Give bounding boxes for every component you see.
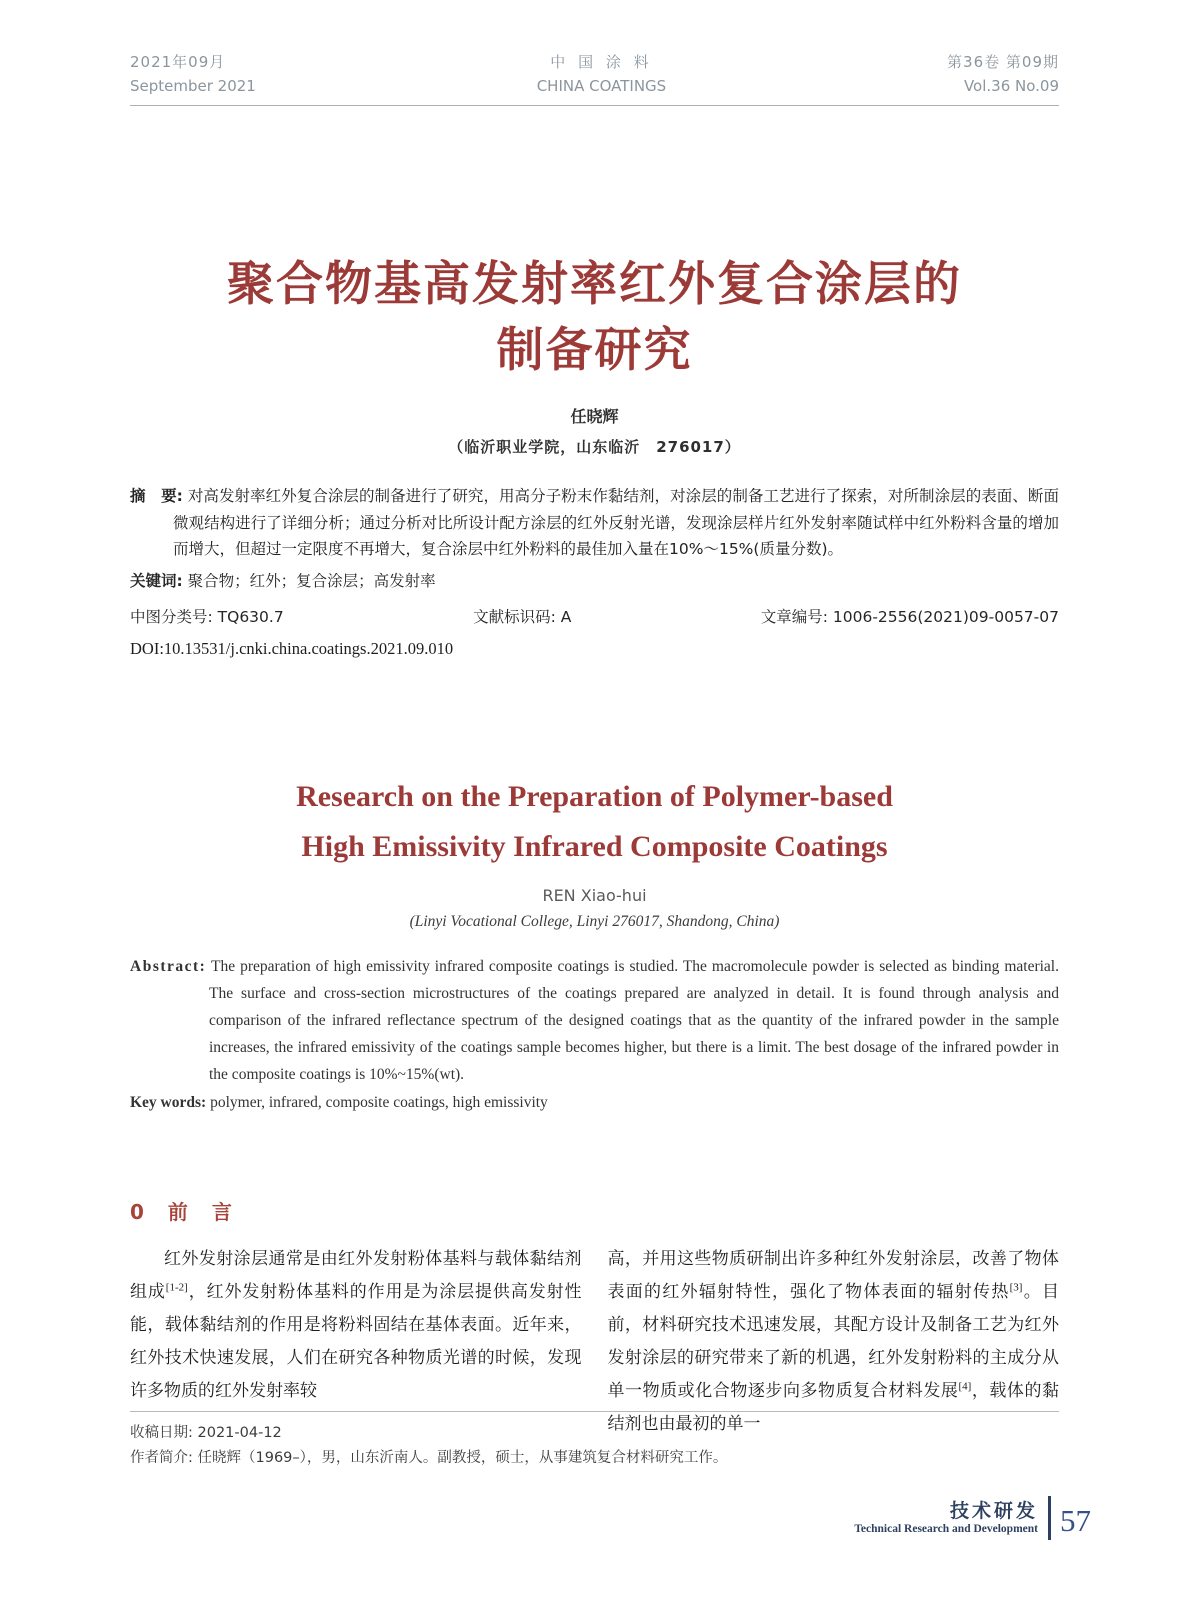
document-code-label: 文献标识码: [473,607,561,626]
header-journal-en: CHINA COATINGS [536,77,667,95]
doi: DOI:10.13531/j.cnki.china.coatings.2021.09.010 [130,638,454,658]
paper-title-en-line2: High Emissivity Infrared Composite Coatings [301,830,888,863]
header-issue-cn: 第36卷 第09期 [947,53,1059,71]
keywords-cn-label: 关键词: [130,571,183,590]
header-journal-name [537,50,667,98]
author-bio-label: 作者简介: [130,1450,198,1466]
intro-paragraph-left: 红外发射涂层通常是由红外发射粉体基料与载体黏结剂组成[1-2]，红外发射粉体基料的作用是为涂层提供高发射性能，载体黏结剂的作用是将粉料固结在基体表面。近年来，红外技术快速发展，人们在研究各种物质光谱的时候，发现许多物质的红外发射率较 [130,1249,582,1400]
journal-header [130,50,1059,106]
header-issue-en: Vol.36 No.09 [963,77,1059,95]
article-id-label: 文章编号: [760,607,833,626]
article-id [761,605,1059,627]
paper-title-en-line1: Research on the Preparation of Polymer-based [296,780,893,813]
column-title-en: Technical Research and Development [854,1522,1038,1535]
author-name-en: REN Xiao-hui [542,886,647,905]
header-date-cn: 2021年09月 [130,53,226,71]
abstract-en-text: The preparation of high emissivity infrared composite coatings is studied. The macromolecule powder is selected as binding material. The surface and cross-section microstructures of the coatings prepared are analyzed in detail. It is found through analysis and comparison of the infrared reflectance spectrum of the designed coatings that as the quantity of the infrared powder in the sample increases, the infrared emissivity of the coatings sample becomes higher, but there is a limit. The best dosage of the infrared powder in the composite coatings is 10%~15%(wt). [209,958,1059,1083]
keywords-en-label: Key words: [130,1094,207,1111]
received-date-line [130,1421,1059,1446]
intro-paragraph-right: 高，并用这些物质研制出许多种红外发射涂层，改善了物体表面的红外辐射特性，强化了物体表面的辐射传热[3]。目前，材料研究技术迅速发展，其配方设计及制备工艺为红外发射涂层的研究带来了新的机遇，红外发射粉料的主成分从单一物质或化合物逐步向多物质复合材料发展[4]，载体的黏结剂也由最初的单一 [607,1249,1060,1433]
english-abstract-wrap [130,953,1059,1112]
abstract-en-label: Abstract: [130,958,207,975]
document-code [473,605,571,627]
header-date-en: September 2021 [130,77,256,95]
english-block [130,772,1059,1112]
column-title [854,1500,1038,1537]
introduction-section [130,1196,1059,1440]
keywords-en [130,1094,1059,1112]
classification-row [130,605,1059,627]
chinese-meta-block [130,483,1059,659]
page-number: 57 [1060,1503,1091,1538]
header-date [130,50,256,98]
chinese-title-block [130,252,1059,457]
header-journal-cn: 中 国 涂 料 [550,53,653,71]
paper-title-cn-line2: 制备研究 [496,323,693,378]
column-title-cn: 技术研发 [949,1499,1038,1522]
abstract-cn [130,483,1059,563]
clc-label: 中图分类号: [130,607,218,626]
affiliation-cn: （临沂职业学院，山东临沂 276017） [448,438,741,456]
affiliation-en: (Linyi Vocational College, Linyi 276017, Shandong, China) [409,913,780,930]
keywords-cn-text: 聚合物；红外；复合涂层；高发射率 [182,571,436,590]
clc-number [130,605,284,627]
footer-divider [1048,1496,1051,1540]
header-issue [947,50,1059,98]
keywords-en-text: polymer, infrared, composite coatings, high emissivity [206,1094,548,1111]
abstract-en [130,953,1059,1088]
author-bio-line [130,1446,1059,1471]
paper-title-cn [130,252,1059,384]
abstract-cn-text: 对高发射率红外复合涂层的制备进行了研究，用高分子粉末作黏结剂，对涂层的制备工艺进行了探索，对所制涂层的表面、断面微观结构进行了详细分析；通过分析对比所设计配方涂层的红外反射光谱，发现涂层样片红外发射率随试样中红外粉料含量的增加而增大，但超过一定限度不再增大，复合涂层中红外粉料的最佳加入量在10%～15%(质量分数)。 [173,487,1059,558]
author-name-cn: 任晓辉 [570,407,619,426]
abstract-cn-label: 摘 要: [130,487,183,505]
received-date-value: 2021-04-12 [197,1425,282,1441]
paper-title-cn-line1: 聚合物基高发射率红外复合涂层的 [227,257,962,312]
received-date-label: 收稿日期: [130,1425,198,1441]
paper-title-en [130,772,1059,872]
article-id-value: 1006-2556(2021)09-0057-07 [832,607,1059,626]
footnote-block [130,1411,1059,1471]
author-bio-value: 任晓辉（1969–），男，山东沂南人。副教授，硕士，从事建筑复合材料研究工作。 [197,1450,728,1466]
clc-value: TQ630.7 [217,607,284,626]
page-footer [854,1496,1091,1540]
document-code-value: A [560,607,572,626]
section-heading: 0 前 言 [130,1200,234,1224]
keywords-cn [130,568,1059,594]
